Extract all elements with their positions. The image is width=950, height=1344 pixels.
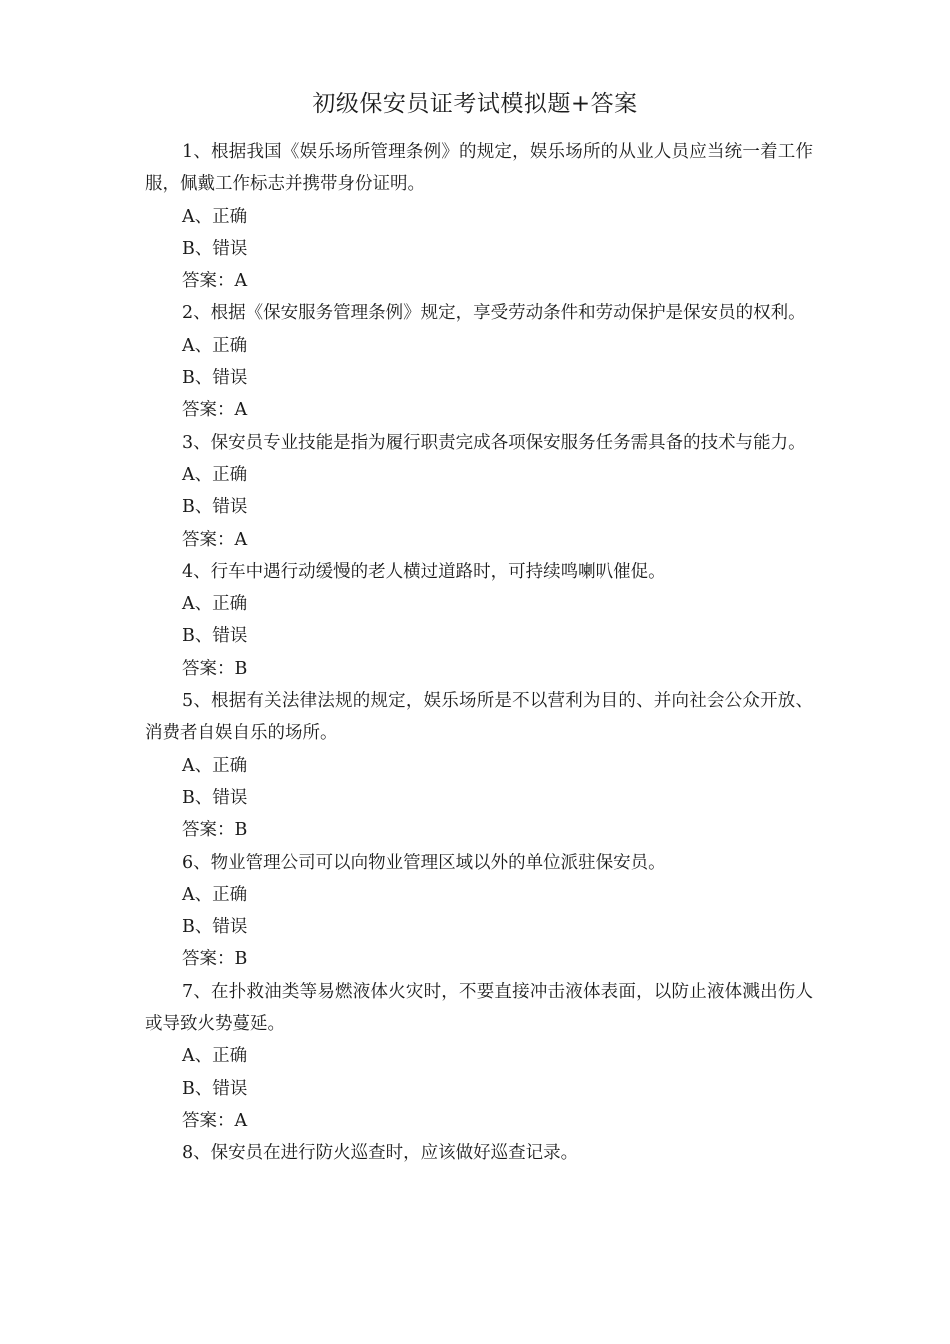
option-a: A、正确 xyxy=(182,464,248,485)
answer: 答案：B xyxy=(182,949,248,970)
answer: 答案：B xyxy=(182,820,248,841)
question-text: 4、行车中遇行动缓慢的老人横过道路时，可持续鸣喇叭催促。 xyxy=(182,561,666,582)
option-b: B、错误 xyxy=(182,497,248,518)
option-b: B、错误 xyxy=(182,917,248,938)
answer: 答案：A xyxy=(182,271,248,292)
question-list xyxy=(145,136,813,1170)
option-b: B、错误 xyxy=(182,238,248,259)
question-text: 3、保安员专业技能是指为履行职责完成各项保安服务任务需具备的技术与能力。 xyxy=(182,432,806,453)
option-a: A、正确 xyxy=(182,594,248,615)
option-b: B、错误 xyxy=(182,787,248,808)
answer: 答案：B xyxy=(182,658,248,679)
option-a: A、正确 xyxy=(182,1046,248,1067)
option-b: B、错误 xyxy=(182,626,248,647)
answer: 答案：A xyxy=(182,1110,248,1131)
question-text: 2、根据《保安服务管理条例》规定，享受劳动条件和劳动保护是保安员的权利。 xyxy=(182,303,806,324)
option-b: B、错误 xyxy=(182,368,248,389)
option-a: A、正确 xyxy=(182,884,248,905)
question-text: 1、根据我国《娱乐场所管理条例》的规定，娱乐场所的从业人员应当统一着工作服，佩戴工作标志并携带身份证明。 xyxy=(145,142,813,195)
option-a: A、正确 xyxy=(182,755,248,776)
option-a: A、正确 xyxy=(182,206,248,227)
question-text: 6、物业管理公司可以向物业管理区域以外的单位派驻保安员。 xyxy=(182,852,666,873)
question-text: 8、保安员在进行防火巡查时，应该做好巡查记录。 xyxy=(182,1143,579,1164)
question-text: 5、根据有关法律法规的规定，娱乐场所是不以营利为目的、并向社会公众开放、消费者自娱自乐的场所。 xyxy=(145,691,813,744)
option-b: B、错误 xyxy=(182,1078,248,1099)
option-a: A、正确 xyxy=(182,335,248,356)
question-text: 7、在扑救油类等易燃液体火灾时，不要直接冲击液体表面，以防止液体溅出伤人或导致火势蔓延。 xyxy=(145,981,813,1035)
answer: 答案：A xyxy=(182,529,248,550)
page-title: 初级保安员证考试模拟题+答案 xyxy=(312,91,638,117)
answer: 答案：A xyxy=(182,400,248,421)
